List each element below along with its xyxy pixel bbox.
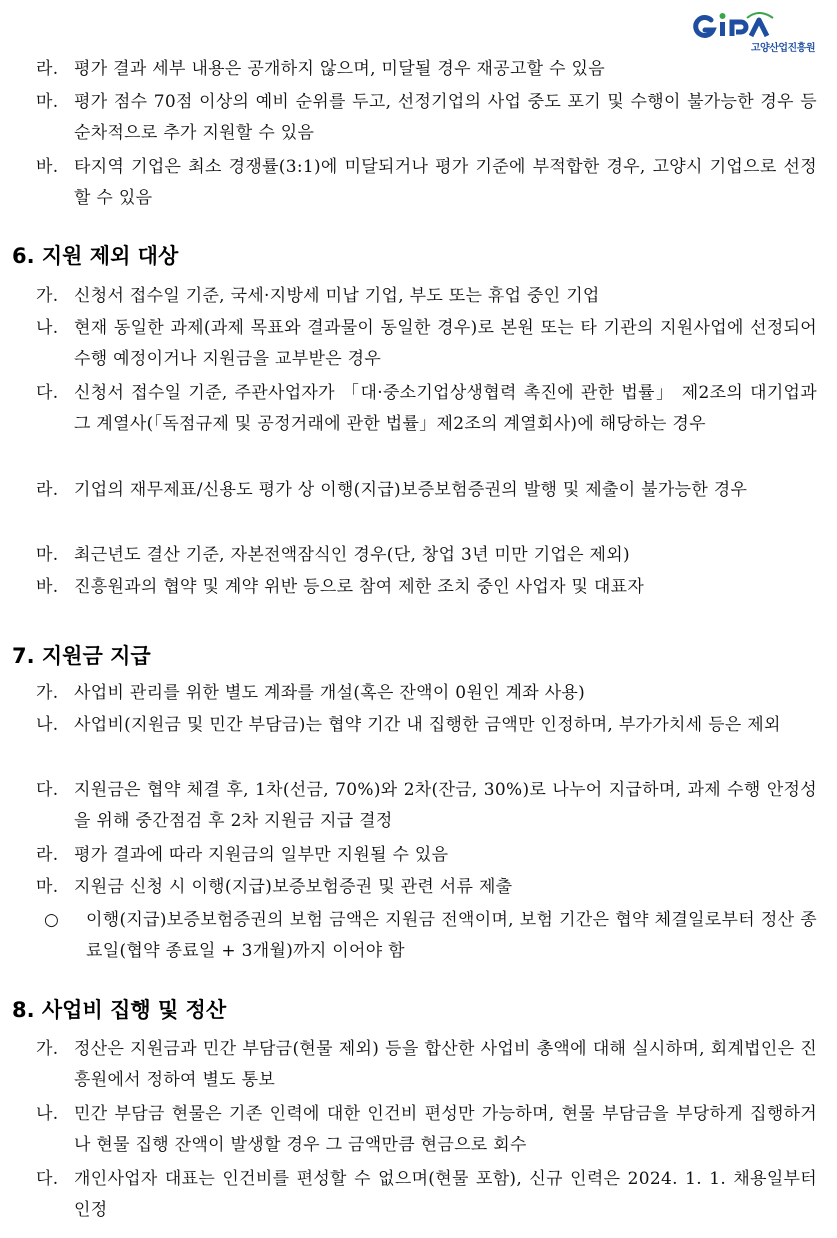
list-marker: 마. <box>36 92 59 112</box>
list-item-text: 평가 결과에 따라 지원금의 일부만 지원될 수 있음 <box>74 845 449 865</box>
list-item-text: 이행(지급)보증보험증권의 보험 금액은 지원금 전액이며, 보험 기간은 협약 체결일로부터 정산 종료일(협약 종료일 + 3개월)까지 이어야 함 <box>86 910 817 961</box>
list-marker: 라. <box>36 480 59 500</box>
list-marker: 나. <box>36 318 59 338</box>
list-marker: 나. <box>36 715 59 735</box>
list-marker: 라. <box>36 59 59 79</box>
list-item <box>36 1034 817 1096</box>
list-marker: 바. <box>36 577 59 597</box>
list-marker: 마. <box>36 545 59 565</box>
list-item-text: 개인사업자 대표는 인건비를 편성할 수 없으며(현물 포함), 신규 인력은 2024. 1. 1. 채용일부터 인정 <box>74 1169 817 1220</box>
list-marker: 다. <box>36 383 59 403</box>
circle-bullet-icon: ○ <box>44 910 60 930</box>
list-marker: 라. <box>36 845 59 865</box>
list-marker: 나. <box>36 1104 59 1124</box>
list-item-text: 지원금은 협약 체결 후, 1차(선금, 70%)와 2차(잔금, 30%)로 나누어 지급하며, 과제 수행 안정성을 위해 중간점검 후 2차 지원금 지급 결정 <box>74 780 817 831</box>
gipa-logo-icon <box>693 12 815 42</box>
list-item <box>36 54 817 85</box>
list-item-text: 사업비 관리를 위한 별도 계좌를 개설(혹은 잔액이 0원인 계좌 사용) <box>74 683 586 703</box>
list-item-text: 현재 동일한 과제(과제 목표와 결과물이 동일한 경우)로 본원 또는 타 기관의 지원사업에 선정되어 수행 예정이거나 지원금을 교부받은 경우 <box>74 318 817 369</box>
list-marker: 가. <box>36 1039 59 1059</box>
list-item <box>36 710 817 741</box>
section-heading-7: 7. 지원금 지급 <box>12 644 151 668</box>
list-item <box>36 1164 817 1226</box>
section-heading-8: 8. 사업비 집행 및 정산 <box>12 998 227 1022</box>
list-marker: 가. <box>36 683 59 703</box>
list-marker: 가. <box>36 286 59 306</box>
list-item <box>36 1099 817 1161</box>
list-item <box>36 775 817 837</box>
list-marker: 다. <box>36 1169 59 1189</box>
list-item <box>36 540 817 571</box>
list-item <box>44 905 817 967</box>
list-item-text: 타지역 기업은 최소 경쟁률(3:1)에 미달되거나 평가 기준에 부적합한 경우, 고양시 기업으로 선정할 수 있음 <box>74 157 817 208</box>
list-marker: 다. <box>36 780 59 800</box>
list-item-text: 지원금 신청 시 이행(지급)보증보험증권 및 관련 서류 제출 <box>74 877 513 897</box>
list-item-text: 민간 부담금 현물은 기존 인력에 대한 인건비 편성만 가능하며, 현물 부담금을 부당하게 집행하거나 현물 집행 잔액이 발생할 경우 그 금액만큼 현금으로 회수 <box>74 1104 817 1155</box>
list-item <box>36 281 817 312</box>
logo-org-name: 고양산업진흥원 <box>750 43 815 54</box>
list-item-text: 진흥원과의 협약 및 계약 위반 등으로 참여 제한 조치 중인 사업자 및 대표자 <box>74 577 645 597</box>
list-marker: 마. <box>36 877 59 897</box>
list-item <box>36 572 817 603</box>
list-item <box>36 313 817 375</box>
list-item-text: 기업의 재무제표/신용도 평가 상 이행(지급)보증보험증권의 발행 및 제출이 불가능한 경우 <box>74 480 748 500</box>
list-item <box>36 872 817 903</box>
list-marker: 바. <box>36 157 59 177</box>
list-item-text: 사업비(지원금 및 민간 부담금)는 협약 기간 내 집행한 금액만 인정하며, 부가가치세 등은 제외 <box>74 715 781 735</box>
list-item-text: 신청서 접수일 기준, 국세·지방세 미납 기업, 부도 또는 휴업 중인 기업 <box>74 286 600 306</box>
list-item <box>36 378 817 440</box>
list-item <box>36 152 817 214</box>
list-item-text: 신청서 접수일 기준, 주관사업자가 「대·중소기업상생협력 촉진에 관한 법률」 제2조의 대기업과 그 계열사(「독점규제 및 공정거래에 관한 법률」제2조의 계열회사)에 해당하는 경우 <box>74 383 817 434</box>
section-heading-6: 6. 지원 제외 대상 <box>12 244 179 268</box>
list-item <box>36 678 817 709</box>
list-item-text: 최근년도 결산 기준, 자본전액잠식인 경우(단, 창업 3년 미만 기업은 제외) <box>74 545 630 565</box>
list-item-text: 정산은 지원금과 민간 부담금(현물 제외) 등을 합산한 사업비 총액에 대해 실시하며, 회계법인은 진흥원에서 정하여 별도 통보 <box>74 1039 817 1090</box>
list-item-text: 평가 결과 세부 내용은 공개하지 않으며, 미달될 경우 재공고할 수 있음 <box>74 59 605 79</box>
list-item <box>36 475 817 506</box>
list-item <box>36 840 817 871</box>
org-logo <box>693 12 815 52</box>
list-item <box>36 87 817 149</box>
list-item-text: 평가 점수 70점 이상의 예비 순위를 두고, 선정기업의 사업 중도 포기 및 수행이 불가능한 경우 등 순차적으로 추가 지원할 수 있음 <box>74 92 817 143</box>
